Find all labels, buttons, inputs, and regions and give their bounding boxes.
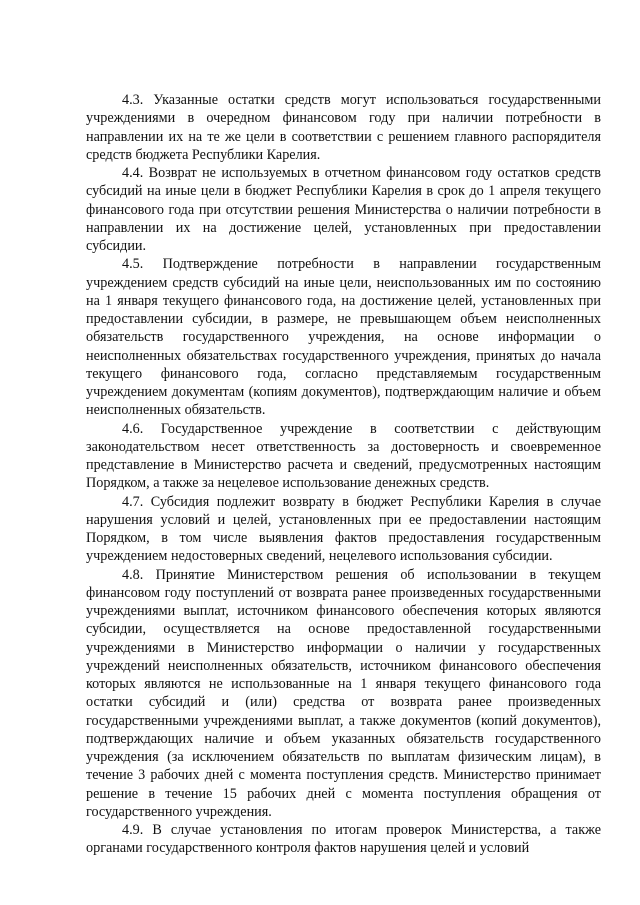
paragraph-4-7: 4.7. Субсидия подлежит возврату в бюджет Республики Карелия в случае нарушения условий и целей, установленных при ее предоставлении настоящим Порядком, в том числе выявления фактов предоставления государственным учреждением недостоверных сведений, нецелевого использования субсидии. <box>86 493 601 565</box>
paragraph-4-4: 4.4. Возврат не используемых в отчетном финансовом году остатков средств субсидий на иные цели в бюджет Республики Карелия в срок до 1 апреля текущего финансового года при отсутствии решения Министерства о наличии потребности в направлении их на достижение целей, установленных при предоставлении субсидии. <box>86 165 601 254</box>
paragraph-4-5: 4.5. Подтверждение потребности в направлении государственным учреждением средств субсидий на иные цели, неиспользованных им по состоянию на 1 января текущего финансового года, на достижение целей, установленных при предоставлении субсидии, в размере, не превышающем объем неисполненных обязательств государственного учреждения, на основе информации о неисполненных обязательствах государственного учреждения, принятых до начала текущего финансового года, согласно представляемым государственным учреждением документам (копиям документов), подтверждающим наличие и объем неисполненных обязательств. <box>86 256 601 419</box>
paragraph-4-3: 4.3. Указанные остатки средств могут использоваться государственными учреждениями в очередном финансовом году при наличии потребности в направлении их на те же цели в соответствии с решением главного распорядителя средств бюджета Республики Карелия. <box>86 92 601 163</box>
document-body <box>86 91 601 858</box>
paragraph-4-6: 4.6. Государственное учреждение в соответствии с действующим законодательством несет ответственность за достоверность и своевременное представление в Министерство расчета и сведений, предусмотренных настоящим Порядком, а также за нецелевое использование денежных средств. <box>86 420 601 492</box>
paragraph-4-8: 4.8. Принятие Министерством решения об использовании в текущем финансовом году поступлений от возврата ранее произведенных государственными учреждениями выплат, источником финансового обеспечения которых являются субсидии, осуществляется на основе предоставленной государственными учреждениями в Министерство информации о наличии у государственных учреждений неисполненных обязательств, источником финансового обеспечения которых являются не использованные на 1 января текущего финансового года остатки субсидий и (или) средства от возврата ранее произведенных государственными учреждениями выплат, а также документов (копий документов), подтверждающих наличие и объем указанных обязательств государственного учреждения (за исключением обязательств по выплатам физическим лицам), в течение 3 рабочих дней с момента поступления средств. Министерство принимает решение в течение 15 рабочих дней с момента поступления обращения от государственного учреждения. <box>86 566 601 820</box>
paragraph-4-9: 4.9. В случае установления по итогам проверок Министерства, а также органами государственного контроля фактов нарушения целей и условий <box>86 822 601 857</box>
